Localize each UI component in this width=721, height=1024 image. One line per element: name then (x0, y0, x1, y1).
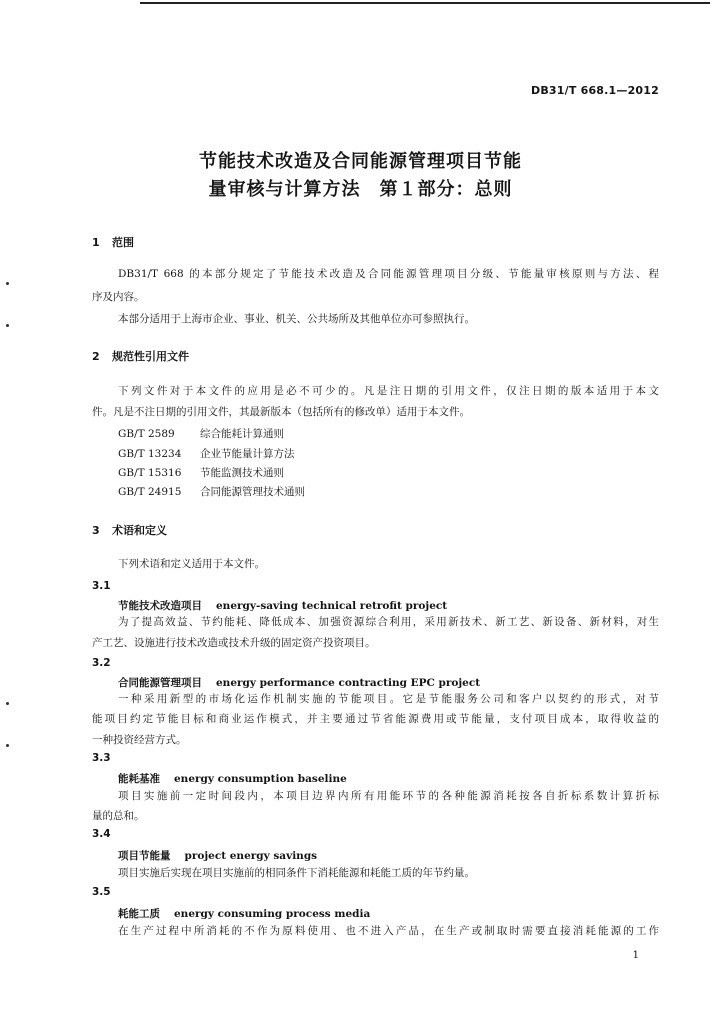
reference-title: 企业节能量计算方法 (200, 448, 295, 460)
reference-code: GB/T 2589 (118, 428, 175, 440)
term-english: project energy savings (184, 850, 318, 862)
section-title: 规范性引用文件 (112, 350, 189, 363)
definition-line: 项目实施前一定时间段内，本项目边界内所有用能环节的各种能源消耗按各自折标系数计算折标 (118, 790, 659, 802)
term-chinese: 能耗基准 (118, 773, 160, 785)
reference-title: 合同能源管理技术通则 (200, 486, 305, 498)
paragraph-line: 下列术语和定义适用于本文件。 (118, 558, 265, 570)
reference-title: 综合能耗计算通则 (200, 428, 284, 440)
reference-row (118, 446, 295, 461)
page-number: 1 (632, 950, 639, 961)
top-border-line (140, 2, 710, 4)
definition-line: 项目实施后实现在项目实施前的相同条件下消耗能源和耗能工质的年节约量。 (118, 867, 475, 879)
paragraph-line: 下列文件对于本文件的应用是必不可少的。凡是注日期的引用文件，仅注日期的版本适用于本文 (118, 385, 659, 397)
definition-line: 产工艺、设施进行技术改造或技术升级的固定资产投资项目。 (92, 637, 376, 649)
term-heading (118, 848, 317, 863)
clause-number: 3.3 (92, 752, 111, 764)
section-2-heading (92, 348, 189, 364)
definition-line: 为了提高效益、节约能耗、降低成本、加强资源综合利用，采用新技术、新工艺、新设备、新材料，对生 (118, 616, 659, 628)
clause-number: 3.4 (92, 828, 111, 840)
section-number: 3 (92, 524, 100, 537)
clause-number: 3.2 (92, 657, 111, 669)
definition-line: 在生产过程中所消耗的不作为原料使用、也不进入产品，在生产或制取时需要直接消耗能源的工作 (118, 925, 659, 937)
definition-line: 一种采用新型的市场化运作机制实施的节能项目。它是节能服务公司和客户以契约的形式，对节 (118, 693, 659, 705)
reference-row (118, 465, 284, 480)
document-title-line-1: 节能技术改造及合同能源管理项目节能 (199, 151, 522, 172)
reference-title: 节能监测技术通则 (200, 467, 284, 479)
definition-line: 量的总和。 (92, 810, 145, 822)
clause-number: 3.5 (92, 886, 111, 898)
definition-line: 能项目约定节能目标和商业运作模式，并主要通过节省能源费用或节能量，支付项目成本，取得收益的 (92, 713, 659, 725)
definition-line: 一种投资经营方式。 (92, 734, 187, 746)
scan-mark (6, 702, 9, 705)
section-title: 范围 (112, 236, 134, 249)
term-heading (118, 771, 347, 786)
section-1-heading (92, 234, 134, 250)
term-heading (118, 598, 447, 613)
scan-mark (6, 282, 9, 285)
term-english: energy-saving technical retrofit project (216, 600, 448, 612)
reference-code: GB/T 24915 (118, 486, 182, 498)
term-english: energy consuming process media (174, 908, 371, 920)
scan-mark (6, 744, 9, 747)
term-english: energy performance contracting EPC project (216, 677, 481, 689)
term-english: energy consumption baseline (174, 773, 347, 785)
paragraph-line: DB31/T 668 的本部分规定了节能技术改造及合同能源管理项目分级、节能量审核原则与方法、程 (118, 268, 659, 280)
clause-number: 3.1 (92, 580, 111, 592)
reference-code: GB/T 13234 (118, 448, 182, 460)
reference-code: GB/T 15316 (118, 467, 182, 479)
term-chinese: 耗能工质 (118, 908, 160, 920)
term-heading (118, 675, 480, 690)
section-number: 2 (92, 350, 100, 363)
paragraph-line: 件。凡是不注日期的引用文件，其最新版本（包括所有的修改单）适用于本文件。 (92, 406, 470, 418)
reference-row (118, 484, 305, 499)
term-chinese: 合同能源管理项目 (118, 677, 202, 689)
section-3-heading (92, 522, 167, 538)
reference-row (118, 426, 284, 441)
term-chinese: 项目节能量 (118, 850, 171, 862)
term-heading (118, 906, 370, 921)
scan-mark (6, 324, 9, 327)
document-title-line-2: 量审核与计算方法 第１部分：总则 (208, 179, 513, 200)
paragraph-line: 序及内容。 (92, 291, 145, 303)
section-title: 术语和定义 (112, 524, 167, 537)
paragraph-line: 本部分适用于上海市企业、事业、机关、公共场所及其他单位亦可参照执行。 (118, 313, 475, 325)
section-number: 1 (92, 236, 100, 249)
standard-code: DB31/T 668.1—2012 (531, 84, 659, 97)
term-chinese: 节能技术改造项目 (118, 600, 202, 612)
